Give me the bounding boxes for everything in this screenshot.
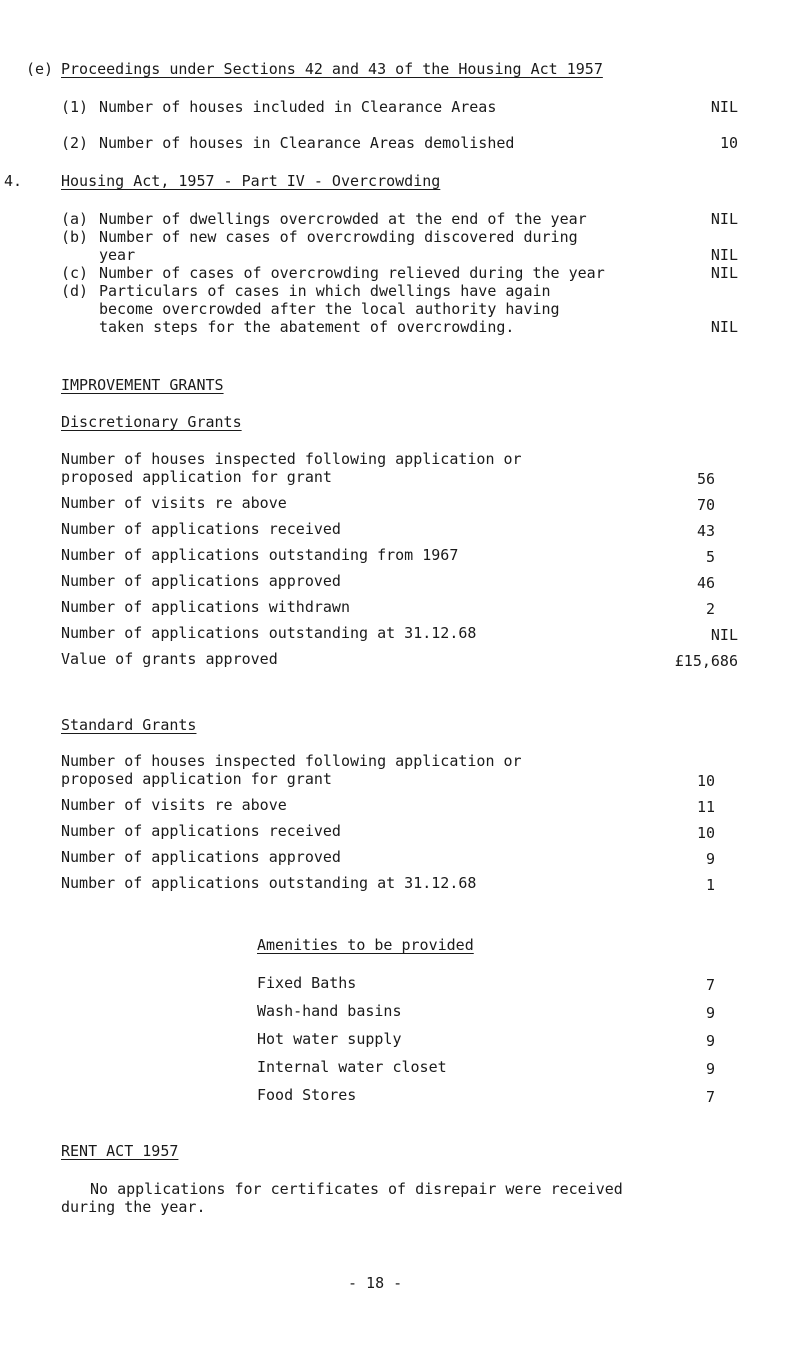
grant-item-text-cont: proposed application for grant xyxy=(61,770,332,788)
grant-item-value: 9 xyxy=(705,850,715,868)
item-marker: (b) xyxy=(61,228,89,246)
grant-item-value: 43 xyxy=(696,522,715,540)
item-text: Number of cases of overcrowding relieved during the year xyxy=(99,264,605,282)
rent-act-heading: RENT ACT 1957 xyxy=(61,1142,179,1160)
item-marker: (2) xyxy=(61,134,89,152)
item-value: NIL xyxy=(710,318,738,336)
item-text: Number of dwellings overcrowded at the end of the year xyxy=(99,210,587,228)
amenity-item-text: Hot water supply xyxy=(257,1030,402,1048)
item-text: Number of new cases of overcrowding discovered during xyxy=(99,228,578,246)
item-value: NIL xyxy=(710,246,738,264)
page-number: - 18 - xyxy=(348,1274,403,1292)
grant-item-value: 10 xyxy=(696,824,715,842)
item-value: NIL xyxy=(710,210,738,228)
item-value: NIL xyxy=(710,264,738,282)
amenity-item-value: 9 xyxy=(705,1032,715,1050)
grant-item-value: 56 xyxy=(696,470,715,488)
grant-item-value: 1 xyxy=(705,876,715,894)
grant-item-text: Number of applications received xyxy=(61,520,341,538)
item-text-cont: year xyxy=(99,246,136,264)
rent-act-text-cont: during the year. xyxy=(61,1198,206,1216)
amenity-item-value: 9 xyxy=(705,1060,715,1078)
grant-item-text: Number of applications outstanding at 31.12.68 xyxy=(61,624,477,642)
grant-item-text: Number of visits re above xyxy=(61,796,287,814)
item-text: Number of houses included in Clearance Areas xyxy=(99,98,497,116)
grant-value-total: £15,686 xyxy=(674,652,738,670)
grant-item-text: Number of applications approved xyxy=(61,572,341,590)
item-text: Number of houses in Clearance Areas demolished xyxy=(99,134,515,152)
amenities-heading: Amenities to be provided xyxy=(257,936,474,954)
grant-item-text: Number of applications withdrawn xyxy=(61,598,350,616)
item-marker: (a) xyxy=(61,210,89,228)
grant-item-value: 2 xyxy=(705,600,715,618)
grant-item-text: Value of grants approved xyxy=(61,650,278,668)
amenity-item-value: 7 xyxy=(705,976,715,994)
grant-item-text: Number of applications outstanding at 31.12.68 xyxy=(61,874,477,892)
improvement-heading: IMPROVEMENT GRANTS xyxy=(61,376,224,394)
grant-item-text: Number of houses inspected following application or xyxy=(61,450,522,468)
grant-item-text: Number of visits re above xyxy=(61,494,287,512)
grant-item-text: Number of applications outstanding from 1967 xyxy=(61,546,459,564)
amenity-item-value: 9 xyxy=(705,1004,715,1022)
amenity-item-value: 7 xyxy=(705,1088,715,1106)
amenity-item-text: Internal water closet xyxy=(257,1058,447,1076)
grant-item-text-cont: proposed application for grant xyxy=(61,468,332,486)
standard-heading: Standard Grants xyxy=(61,716,197,734)
section-e-marker: (e) xyxy=(26,60,54,78)
item-marker: (1) xyxy=(61,98,89,116)
grant-item-value: 11 xyxy=(696,798,715,816)
item-value: 10 xyxy=(719,134,738,152)
amenity-item-text: Food Stores xyxy=(257,1086,357,1104)
item-text-cont: taken steps for the abatement of overcrowding. xyxy=(99,318,515,336)
grant-item-value: 46 xyxy=(696,574,715,592)
grant-item-text: Number of applications received xyxy=(61,822,341,840)
grant-item-value: 10 xyxy=(696,772,715,790)
discretionary-heading: Discretionary Grants xyxy=(61,413,242,431)
section-number: 4. xyxy=(4,172,23,190)
grant-item-text: Number of houses inspected following application or xyxy=(61,752,522,770)
rent-act-text: No applications for certificates of disrepair were received xyxy=(90,1180,623,1198)
section-4-heading: Housing Act, 1957 - Part IV - Overcrowding xyxy=(61,172,441,190)
amenity-item-text: Wash-hand basins xyxy=(257,1002,402,1020)
item-marker: (d) xyxy=(61,282,89,300)
grant-item-value: 70 xyxy=(696,496,715,514)
item-text-cont: become overcrowded after the local authority having xyxy=(99,300,560,318)
grant-item-value: 5 xyxy=(705,548,715,566)
item-value: NIL xyxy=(710,98,738,116)
grant-item-text: Number of applications approved xyxy=(61,848,341,866)
grant-item-value: NIL xyxy=(710,626,738,644)
section-e-heading: Proceedings under Sections 42 and 43 of the Housing Act 1957 xyxy=(61,60,603,78)
item-marker: (c) xyxy=(61,264,89,282)
amenity-item-text: Fixed Baths xyxy=(257,974,357,992)
item-text: Particulars of cases in which dwellings have again xyxy=(99,282,551,300)
